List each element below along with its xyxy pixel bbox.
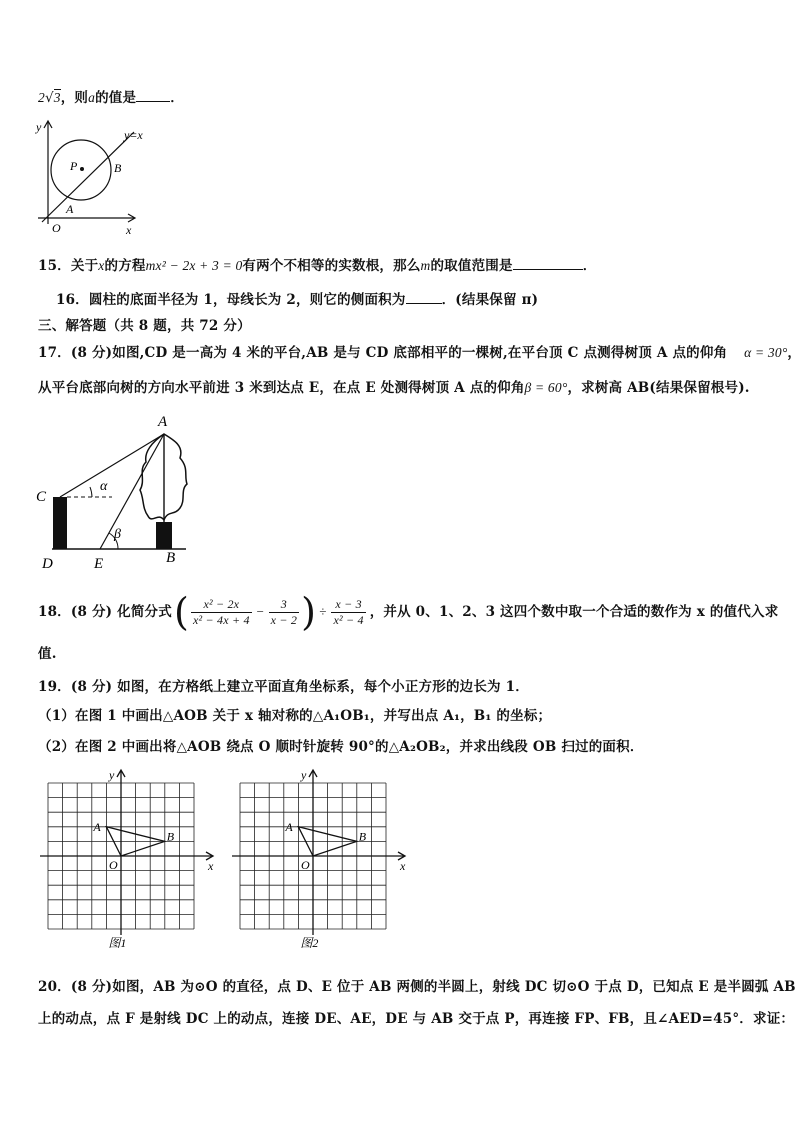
paren-right: ) (301, 590, 317, 634)
line-y-eq-x (42, 132, 134, 222)
q15-mid2: 有两个不相等的实数根，那么 (242, 258, 421, 274)
q17-line2 (38, 379, 750, 397)
minus-sign: − (255, 604, 265, 619)
q18-line1 (38, 590, 778, 634)
q15-var-m: m (420, 258, 431, 273)
q17-beta: β = 60° (524, 380, 568, 395)
q19-figure-2 (226, 765, 406, 960)
q14-coefficient: 2 (38, 90, 45, 105)
label-beta: β (114, 527, 121, 542)
fraction-1-denominator: x² − 4x + 4 (193, 612, 250, 627)
sight-line-ea (100, 434, 164, 549)
q15-equation: mx² − 2x + 3 = 0 (145, 258, 243, 273)
label-o: O (301, 858, 310, 872)
q15-mid: 的方程 (104, 258, 146, 274)
label-b: B (358, 829, 367, 844)
alpha-arc (90, 487, 92, 497)
q14-text: ，则 (60, 90, 89, 106)
label-x: x (400, 859, 406, 873)
q16 (56, 290, 538, 309)
fraction-3-numerator: x − 3 (335, 596, 362, 611)
label-x: x (126, 223, 132, 237)
q14-answer-blank[interactable] (136, 88, 170, 102)
q15 (38, 256, 596, 275)
figure-1-caption: 图1 (108, 936, 127, 950)
q14-var-a: a (88, 90, 96, 105)
fraction-3 (331, 597, 365, 628)
label-c: C (36, 489, 47, 505)
fraction-2 (269, 597, 299, 628)
q17-alpha: α = 30° (744, 345, 788, 360)
label-a: A (158, 414, 168, 430)
q14-sqrt-arg: 3 (53, 90, 61, 105)
sqrt-sign: √ (44, 90, 54, 106)
platform-cd (53, 497, 67, 549)
tree-base (156, 522, 172, 549)
q15-var-x: x (98, 258, 105, 273)
fraction-1 (191, 597, 252, 628)
q16-text-before: 16．圆柱的底面半径为 1，母线长为 2，则它的侧面积为 (56, 292, 406, 308)
q19-intro: 19．(8 分) 如图，在方格纸上建立平面直角坐标系，每个小正方形的边长为 1． (38, 679, 529, 695)
q14-end: ． (170, 90, 184, 106)
label-a: A (93, 819, 101, 834)
fraction-1-numerator: x² − 2x (203, 596, 240, 611)
q15-number: 15．关于 (38, 258, 99, 274)
q14-tail: 的值是 (95, 90, 137, 106)
q17-line1 (38, 344, 801, 362)
figure-2-caption: 图2 (300, 936, 319, 950)
label-alpha: α (100, 479, 108, 494)
label-o: O (109, 858, 118, 872)
sight-line-ca (60, 434, 164, 497)
section-3-title: 三、解答题（共 8 题，共 72 分） (38, 318, 251, 334)
q15-answer-blank[interactable] (513, 256, 583, 270)
point-p-dot (80, 167, 84, 171)
label-d: D (42, 556, 53, 572)
label-b: B (166, 829, 175, 844)
q18-suffix: ，并从 0、1、2、3 这四个数中取一个合适的数作为 x 的值代入求 (369, 604, 779, 620)
q17-line2-post: ，求树高 AB(结果保留根号). (567, 380, 750, 396)
q17-figure (34, 412, 204, 572)
label-x: x (208, 859, 214, 873)
q19-figure-1 (34, 765, 214, 960)
label-y: y (109, 768, 115, 782)
q15-end: ． (582, 258, 597, 274)
label-p: P (70, 159, 78, 173)
q20-line1: 20．(8 分)如图，AB 为⊙O 的直径，点 D、E 位于 AB 两侧的半圆上，射线 DC 切⊙O 于点 D，已知点 E 是半圆弧 AB (38, 979, 796, 995)
q19-part1: （1）在图 1 中画出△AOB 关于 x 轴对称的△A₁OB₁，并写出点 A₁，B₁ 的坐标； (38, 708, 552, 724)
q18-prefix: 18．(8 分) 化简分式 (38, 604, 172, 620)
fraction-3-denominator: x² − 4 (333, 612, 364, 627)
q17-line2-text: 从平台底部向树的方向水平前进 3 米到达点 E，在点 E 处测得树顶 A 点的仰角 (38, 380, 525, 396)
q20-line2: 上的动点，点 F 是射线 DC 上的动点，连接 DE、AE，DE 与 AB 交于点 P，再连接 FP、FB，且∠AED=45°．求证： (38, 1011, 795, 1027)
q16-text-after: ．(结果保留 π) (441, 292, 539, 308)
label-b: B (114, 161, 122, 175)
label-a: A (66, 202, 74, 216)
q15-tail: 的取值范围是 (430, 258, 513, 274)
label-y: y (36, 120, 42, 134)
label-line: y=x (124, 128, 143, 142)
q17-line1-text: 17．(8 分)如图,CD 是一高为 4 米的平台,AB 是与 CD 底部相平的一棵树,在平台顶 C 点测得树顶 A 点的仰角 (38, 345, 728, 361)
fraction-2-numerator: 3 (280, 596, 287, 611)
q19-part2: （2）在图 2 中画出将△AOB 绕点 O 顺时针旋转 90°的△A₂OB₂，并求出线段 OB 扫过的面积． (38, 739, 644, 755)
label-a: A (285, 819, 293, 834)
q14-continuation (38, 88, 184, 107)
paren-left: ( (173, 590, 189, 634)
q17-line1-end: ， (787, 345, 801, 361)
label-origin: O (52, 221, 61, 235)
q16-answer-blank[interactable] (406, 290, 442, 304)
label-b: B (166, 550, 176, 566)
label-e: E (94, 556, 104, 572)
fraction-2-denominator: x − 2 (270, 612, 298, 627)
q18-line2: 值. (38, 646, 57, 662)
divide-sign: ÷ (319, 604, 327, 619)
label-y: y (301, 768, 307, 782)
q14-figure (34, 116, 154, 236)
